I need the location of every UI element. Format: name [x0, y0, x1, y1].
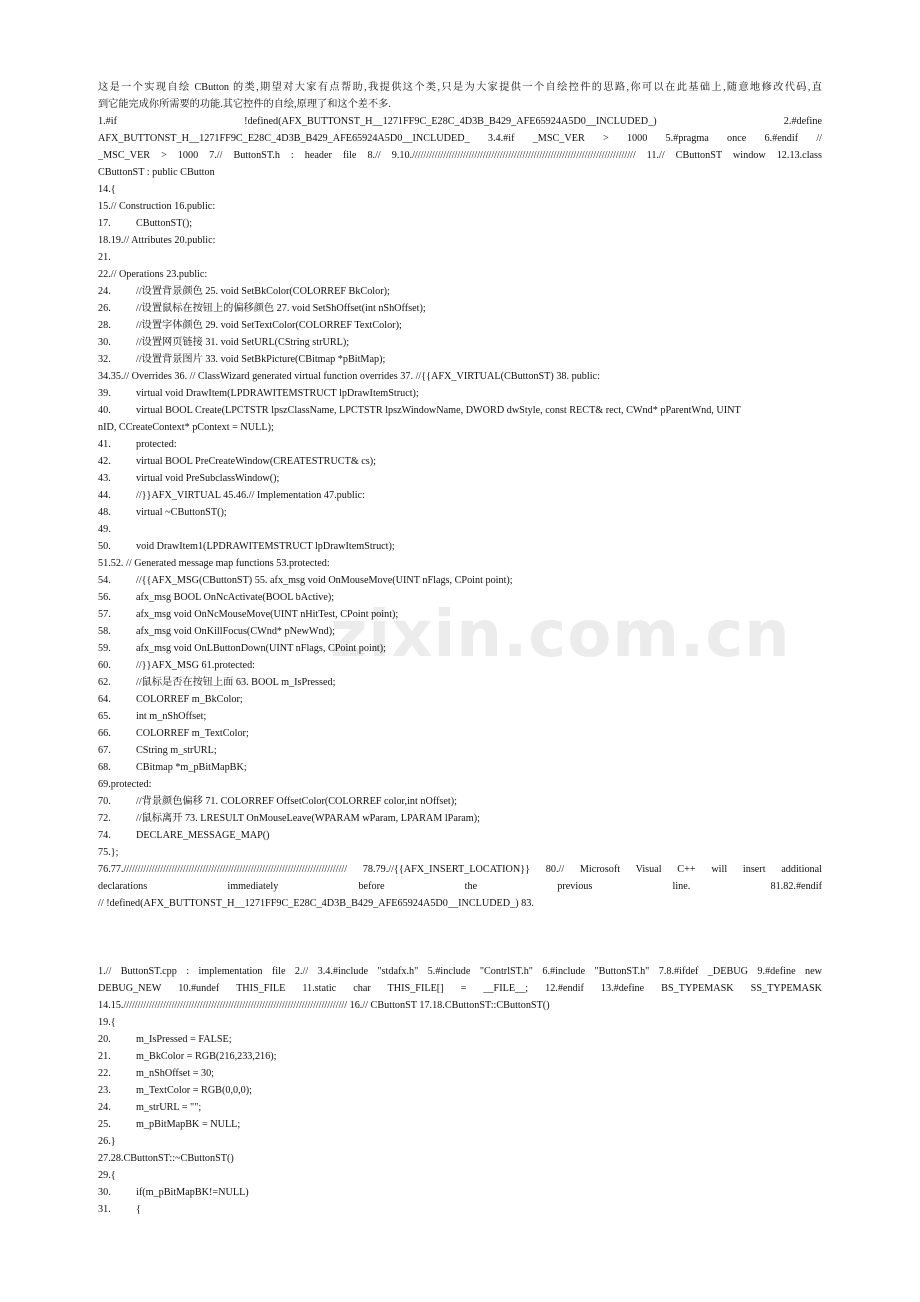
line-code: m_pBitMapBK = NULL;	[136, 1119, 241, 1130]
line-number: 60.	[98, 660, 111, 671]
line-number: 32.	[98, 354, 111, 365]
line-code: CButtonST();	[136, 218, 193, 229]
code-line	[98, 1184, 822, 1201]
line-code: afx_msg void OnNcMouseMove(UINT nHitTest, CPoint point);	[136, 609, 399, 620]
line-code: COLORREF m_TextColor;	[136, 728, 249, 739]
code-line	[98, 606, 822, 623]
code-line	[98, 827, 822, 844]
line-number: 22.	[98, 1068, 111, 1079]
intro-line-2: 到它能完成你所需要的功能.其它控件的自绘,原理了和这个差不多.	[98, 99, 391, 110]
code-line	[98, 742, 822, 759]
code-line: 27.28.CButtonST::~CButtonST()	[98, 1153, 234, 1164]
line-code: //}}AFX_MSG 61.protected:	[136, 660, 256, 671]
line-code: virtual void PreSubclassWindow();	[136, 473, 280, 484]
line-code: protected:	[136, 439, 177, 450]
code-line	[98, 674, 822, 691]
line-code: int m_nShOffset;	[136, 711, 207, 722]
code-line: 69.protected:	[98, 779, 152, 790]
line-code: virtual BOOL PreCreateWindow(CREATESTRUCT& cs);	[136, 456, 376, 467]
code-line	[98, 589, 822, 606]
code-line: _MSC_VER > 1000 7.// ButtonST.h : header file 8.// 9.10./////////////////////////////////////////////////////////////////////////////// 11.// CButtonST window 12.13.class	[98, 150, 822, 161]
line-code: m_TextColor = RGB(0,0,0);	[136, 1085, 252, 1096]
line-number: 25.	[98, 1119, 111, 1130]
code-line	[98, 385, 822, 402]
line-number: 57.	[98, 609, 111, 620]
line-code: //设置背景颜色 25. void SetBkColor(COLORREF BkColor);	[136, 286, 390, 297]
code-line	[98, 470, 822, 487]
code-line: 14.{	[98, 184, 116, 195]
line-code: //设置背景图片 33. void SetBkPicture(CBitmap *pBitMap);	[136, 354, 386, 365]
line-number: 67.	[98, 745, 111, 756]
code-line: nID, CCreateContext* pContext = NULL);	[98, 422, 274, 433]
code-line	[98, 810, 822, 827]
line-number: 44.	[98, 490, 111, 501]
code-line: declarations immediately before the previous line. 81.82.#endif	[98, 881, 822, 892]
code-line	[98, 1201, 822, 1218]
line-number: 48.	[98, 507, 111, 518]
code-line	[98, 402, 822, 419]
line-code: virtual ~CButtonST();	[136, 507, 227, 518]
implementation-file-listing	[98, 963, 822, 1218]
code-line	[98, 759, 822, 776]
line-code: CString m_strURL;	[136, 745, 217, 756]
code-line	[98, 215, 822, 232]
line-number: 17.	[98, 218, 111, 229]
line-number: 74.	[98, 830, 111, 841]
code-line	[98, 538, 822, 555]
code-line	[98, 572, 822, 589]
line-code: //设置字体颜色 29. void SetTextColor(COLORREF TextColor);	[136, 320, 402, 331]
line-number: 50.	[98, 541, 111, 552]
line-number: 40.	[98, 405, 111, 416]
code-line: 1.// ButtonST.cpp : implementation file 2.// 3.4.#include "stdafx.h" 5.#include "ContrlST.h" 6.#include "ButtonST.h" 7.8.#ifdef _DEBUG 9.#define new	[98, 966, 822, 977]
line-code: m_strURL = "";	[136, 1102, 202, 1113]
code-line	[98, 793, 822, 810]
line-code: if(m_pBitMapBK!=NULL)	[136, 1187, 249, 1198]
line-code: afx_msg BOOL OnNcActivate(BOOL bActive);	[136, 592, 335, 603]
code-line	[98, 300, 822, 317]
code-line	[98, 504, 822, 521]
code-line: 29.{	[98, 1170, 116, 1181]
line-code: //设置网页链接 31. void SetURL(CString strURL);	[136, 337, 350, 348]
watermark: zixin.com.cn	[330, 598, 791, 672]
code-line	[98, 1048, 822, 1065]
line-number: 66.	[98, 728, 111, 739]
line-number: 65.	[98, 711, 111, 722]
line-number: 24.	[98, 1102, 111, 1113]
code-line	[98, 317, 822, 334]
line-code: //背景颜色偏移 71. COLORREF OffsetColor(COLORREF color,int nOffset);	[136, 796, 457, 807]
code-line	[98, 351, 822, 368]
code-line: CButtonST : public CButton	[98, 167, 215, 178]
code-line: // !defined(AFX_BUTTONST_H__1271FF9C_E28C_4D3B_B429_AFE65924A5D0__INCLUDED_) 83.	[98, 898, 534, 909]
line-code: {	[136, 1204, 141, 1215]
line-number: 54.	[98, 575, 111, 586]
code-line: 34.35.// Overrides 36. // ClassWizard generated virtual function overrides 37. //{{AFX_VIRTUAL(CButtonST) 38. public:	[98, 371, 600, 382]
line-number: 39.	[98, 388, 111, 399]
code-line	[98, 283, 822, 300]
code-line	[98, 657, 822, 674]
line-code: //设置鼠标在按钮上的偏移颜色 27. void SetShOffset(int nShOffset);	[136, 303, 426, 314]
code-line: 26.}	[98, 1136, 116, 1147]
line-number: 72.	[98, 813, 111, 824]
code-line: 19.{	[98, 1017, 116, 1028]
line-code: CBitmap *m_pBitMapBK;	[136, 762, 247, 773]
line-code: //鼠标是否在按钮上面 63. BOOL m_IsPressed;	[136, 677, 336, 688]
code-line: 15.// Construction 16.public:	[98, 201, 216, 212]
line-code: void DrawItem1(LPDRAWITEMSTRUCT lpDrawItemStruct);	[136, 541, 395, 552]
code-line	[98, 334, 822, 351]
line-number: 23.	[98, 1085, 111, 1096]
line-code: afx_msg void OnLButtonDown(UINT nFlags, CPoint point);	[136, 643, 386, 654]
code-line: 49.	[98, 524, 111, 535]
header-file-listing	[98, 113, 822, 912]
code-line	[98, 623, 822, 640]
code-line: 76.77./////////////////////////////////////////////////////////////////////////////// 78.79.//{{AFX_INSERT_LOCATION}} 80.// Microsoft Visual C++ will insert additional	[98, 864, 822, 875]
line-code: //}}AFX_VIRTUAL 45.46.// Implementation 47.public:	[136, 490, 365, 501]
code-line	[98, 1099, 822, 1116]
line-number: 28.	[98, 320, 111, 331]
line-number: 68.	[98, 762, 111, 773]
code-line	[98, 708, 822, 725]
line-code: m_nShOffset = 30;	[136, 1068, 215, 1079]
line-number: 64.	[98, 694, 111, 705]
line-number: 56.	[98, 592, 111, 603]
line-code: DECLARE_MESSAGE_MAP()	[136, 830, 270, 841]
line-code: COLORREF m_BkColor;	[136, 694, 243, 705]
intro-line-1: 这是一个实现自绘 CButton 的类,期望对大家有点帮助,我提供这个类,只是为大家提供一个自绘控件的思路,你可以在此基础上,随意地修改代码,直	[98, 82, 822, 93]
code-line	[98, 436, 822, 453]
code-line	[98, 453, 822, 470]
code-line	[98, 1082, 822, 1099]
code-line: AFX_BUTTONST_H__1271FF9C_E28C_4D3B_B429_AFE65924A5D0__INCLUDED_ 3.4.#if _MSC_VER > 1000 5.#pragma once 6.#endif //	[98, 133, 822, 144]
line-number: 31.	[98, 1204, 111, 1215]
code-line: 1.#if !defined(AFX_BUTTONST_H__1271FF9C_E28C_4D3B_B429_AFE65924A5D0__INCLUDED_) 2.#define	[98, 116, 822, 127]
code-line: 51.52. // Generated message map functions 53.protected:	[98, 558, 330, 569]
code-line	[98, 640, 822, 657]
line-code: virtual void DrawItem(LPDRAWITEMSTRUCT lpDrawItemStruct);	[136, 388, 419, 399]
line-number: 24.	[98, 286, 111, 297]
line-number: 20.	[98, 1034, 111, 1045]
code-line: 21.	[98, 252, 111, 263]
code-line	[98, 725, 822, 742]
code-line	[98, 1116, 822, 1133]
code-line: DEBUG_NEW 10.#undef THIS_FILE 11.static char THIS_FILE[] = __FILE__; 12.#endif 13.#define BS_TYPEMASK SS_TYPEMASK	[98, 983, 822, 994]
line-number: 30.	[98, 1187, 111, 1198]
code-line: 22.// Operations 23.public:	[98, 269, 208, 280]
line-code: m_BkColor = RGB(216,233,216);	[136, 1051, 277, 1062]
code-line: 14.15./////////////////////////////////////////////////////////////////////////////// 16.// CButtonST 17.18.CButtonST::CButtonST()	[98, 1000, 550, 1011]
line-number: 70.	[98, 796, 111, 807]
line-number: 42.	[98, 456, 111, 467]
line-code: //鼠标离开 73. LRESULT OnMouseLeave(WPARAM wParam, LPARAM lParam);	[136, 813, 480, 824]
line-code: m_IsPressed = FALSE;	[136, 1034, 232, 1045]
line-code: //{{AFX_MSG(CButtonST) 55. afx_msg void OnMouseMove(UINT nFlags, CPoint point);	[136, 575, 513, 586]
line-number: 30.	[98, 337, 111, 348]
line-number: 26.	[98, 303, 111, 314]
line-code: virtual BOOL Create(LPCTSTR lpszClassName, LPCTSTR lpszWindowName, DWORD dwStyle, const RECT& rect, CWnd* pParentWnd, UINT	[136, 405, 741, 416]
line-number: 62.	[98, 677, 111, 688]
code-line	[98, 1031, 822, 1048]
line-number: 59.	[98, 643, 111, 654]
code-line: 75.};	[98, 847, 119, 858]
code-line	[98, 691, 822, 708]
code-line	[98, 1065, 822, 1082]
code-line	[98, 487, 822, 504]
line-number: 41.	[98, 439, 111, 450]
document-body	[98, 79, 822, 1218]
line-number: 21.	[98, 1051, 111, 1062]
line-number: 43.	[98, 473, 111, 484]
line-code: afx_msg void OnKillFocus(CWnd* pNewWnd);	[136, 626, 335, 637]
line-number: 58.	[98, 626, 111, 637]
code-line: 18.19.// Attributes 20.public:	[98, 235, 216, 246]
